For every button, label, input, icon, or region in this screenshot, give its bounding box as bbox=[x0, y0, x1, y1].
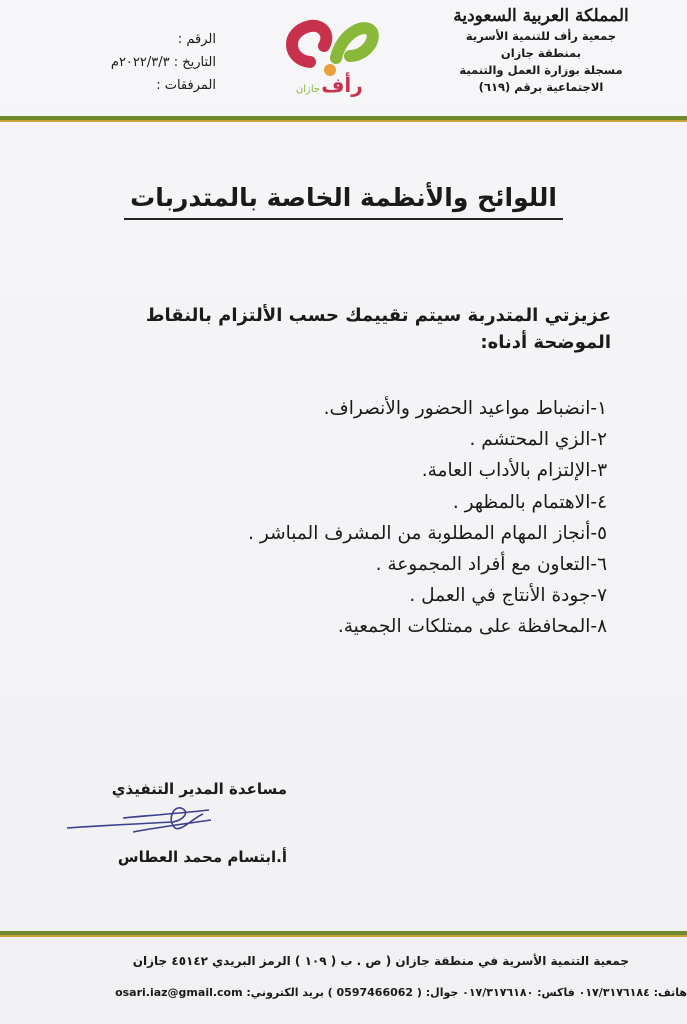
ref-attachments-row: المرفقات : bbox=[156, 78, 216, 93]
list-item: ٧-جودة الأنتاج في العمل . bbox=[409, 585, 607, 607]
signature-block bbox=[67, 780, 287, 866]
logo-subtext: جازان bbox=[295, 84, 321, 95]
footer-divider bbox=[0, 931, 687, 937]
list-item: ٣-الإلتزام بالأداب العامة. bbox=[421, 460, 607, 482]
footer-address: جمعية التنمية الأسرية في منطقة جازان ( ص . ب ( ١٠٩ ) الرمز البريدي ٤٥١٤٢ جازان bbox=[132, 954, 629, 968]
org-line: بمنطقة جازان bbox=[500, 46, 582, 60]
list-item: ٦-التعاون مع أفراد المجموعة . bbox=[375, 554, 607, 576]
raf-logo-icon bbox=[280, 12, 380, 100]
intro-text: عزيزتي المتدربة سيتم تقييمك حسب الألتزام بالنقاط الموضحة أدناه: bbox=[145, 305, 611, 353]
list-item: ٥-أنجاز المهام المطلوبة من المشرف المباشر . bbox=[248, 522, 607, 544]
list-item: ٢-الزي المحتشم . bbox=[469, 429, 607, 451]
kingdom-title: المملكة العربية السعودية bbox=[453, 6, 629, 26]
ref-label: المرفقات bbox=[164, 78, 216, 93]
reference-fields bbox=[66, 28, 216, 97]
header-divider bbox=[0, 116, 687, 122]
org-header bbox=[431, 4, 651, 96]
title-container bbox=[0, 183, 687, 220]
ref-value: ٢٠٢٢/٣/٣م bbox=[110, 55, 170, 70]
list-item: ١-انضباط مواعيد الحضور والأنصراف. bbox=[323, 398, 607, 419]
handwritten-signature-icon bbox=[63, 798, 213, 838]
footer-contacts: هاتف: ٠١٧/٣١٧٦١٨٤ فاكس: ٠١٧/٣١٧٦١٨٠ جوال: ( 0597466062 ) بريد الكتروني: osari.iaz@gmail.com bbox=[115, 986, 687, 999]
list-item: ٨-المحافظة على ممتلكات الجمعية. bbox=[337, 616, 607, 638]
ref-label: الرقم bbox=[186, 32, 216, 47]
signatory-title: مساعدة المدير التنفيذي bbox=[111, 780, 287, 798]
ref-label: التاريخ bbox=[182, 55, 216, 70]
ref-number-row: الرقم : bbox=[177, 32, 216, 47]
signatory-name: أ.ابتسام محمد العطاس bbox=[117, 848, 287, 866]
rules-list bbox=[147, 393, 607, 643]
org-line: الاجتماعية برقم (٦١٩) bbox=[478, 80, 604, 94]
list-item: ٤-الاهتمام بالمظهر . bbox=[452, 491, 607, 513]
org-line: مسجلة بوزارة العمل والتنمية bbox=[459, 63, 623, 77]
ref-date-row: التاريخ : ٢٠٢٢/٣/٣م bbox=[110, 55, 216, 70]
document-title: اللوائح والأنظمة الخاصة بالمتدربات bbox=[124, 183, 563, 220]
org-line: جمعية رأف للتنمية الأسرية bbox=[465, 29, 617, 43]
logo-text: رأف bbox=[321, 73, 363, 97]
